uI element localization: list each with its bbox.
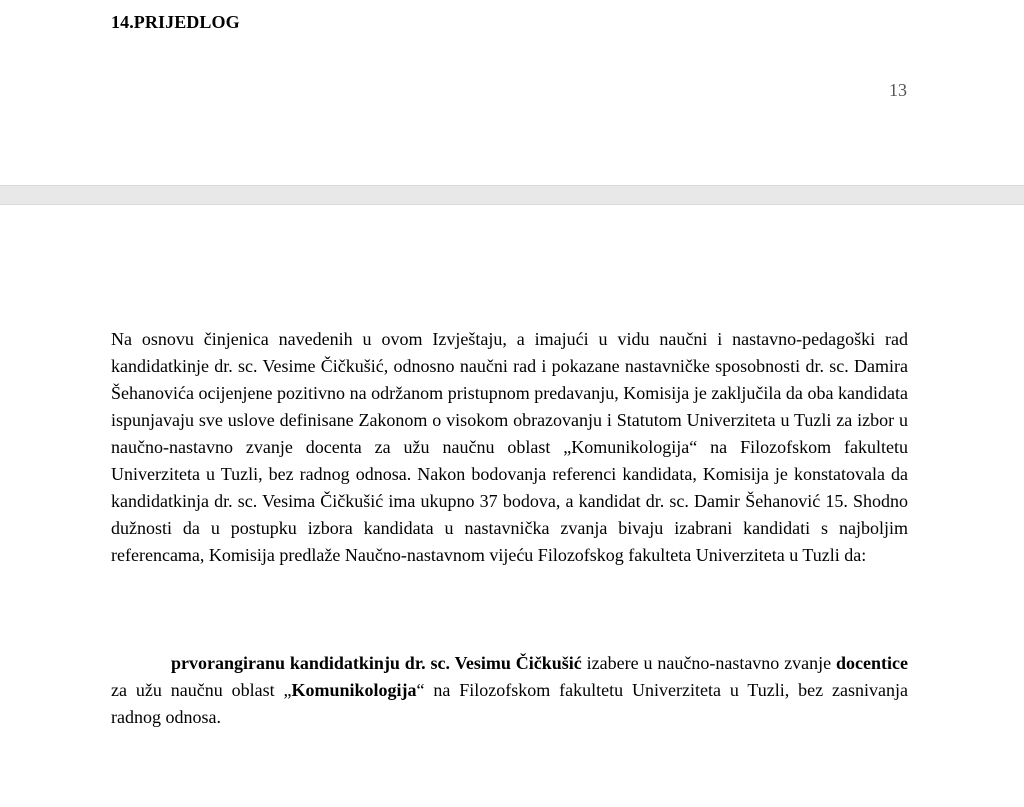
- page-number: 13: [889, 80, 907, 100]
- proposal-title: docentice: [836, 653, 908, 673]
- proposal-text-a: izabere u naučno-nastavno zvanje: [581, 653, 837, 673]
- page-separator: [0, 185, 1024, 205]
- proposal-text-b: za užu naučnu oblast „: [111, 680, 292, 700]
- page-top: [0, 0, 1024, 185]
- proposal-text-c: “ na Filozofskom fakultetu Univerziteta u Tuzli, bez zasnivanja radnog odnosa.: [111, 680, 908, 727]
- proposal-field: Komunikologija: [291, 680, 417, 700]
- proposal-candidate: prvorangiranu kandidatkinju dr. sc. Vesimu Čičkušić: [171, 653, 582, 673]
- section-heading: 14.PRIJEDLOG: [111, 12, 240, 32]
- proposal-paragraph: [111, 650, 908, 731]
- body-paragraph: Na osnovu činjenica navedenih u ovom Izvještaju, a imajući u vidu naučni i nastavno-pedagoški rad kandidatkinje dr. sc. Vesime Čičkušić, odnosno naučni rad i pokazane nastavničke sposobnosti dr. sc. Damira Šehanovića ocijenjene pozitivno na održanom pristupnom predavanju, Komisija je zaključila da oba kandidata ispunjavaju sve uslove definisane Zakonom o visokom obrazovanju i Statutom Univerziteta u Tuzli za izbor u naučno-nastavno zvanje docenta za užu naučnu oblast „Komunikologija“ na Filozofskom fakultetu Univerziteta u Tuzli, bez radnog odnosa. Nakon bodovanja referenci kandidata, Komisija je konstatovala da kandidatkinja dr. sc. Vesima Čičkušić ima ukupno 37 bodova, a kandidat dr. sc. Damir Šehanović 15. Shodno dužnosti da u postupku izbora kandidata u nastavnička zvanja bivaju izabrani kandidati s najboljim referencama, Komisija predlaže Naučno-nastavnom vijeću Filozofskog fakulteta Univerziteta u Tuzli da:: [111, 329, 908, 565]
